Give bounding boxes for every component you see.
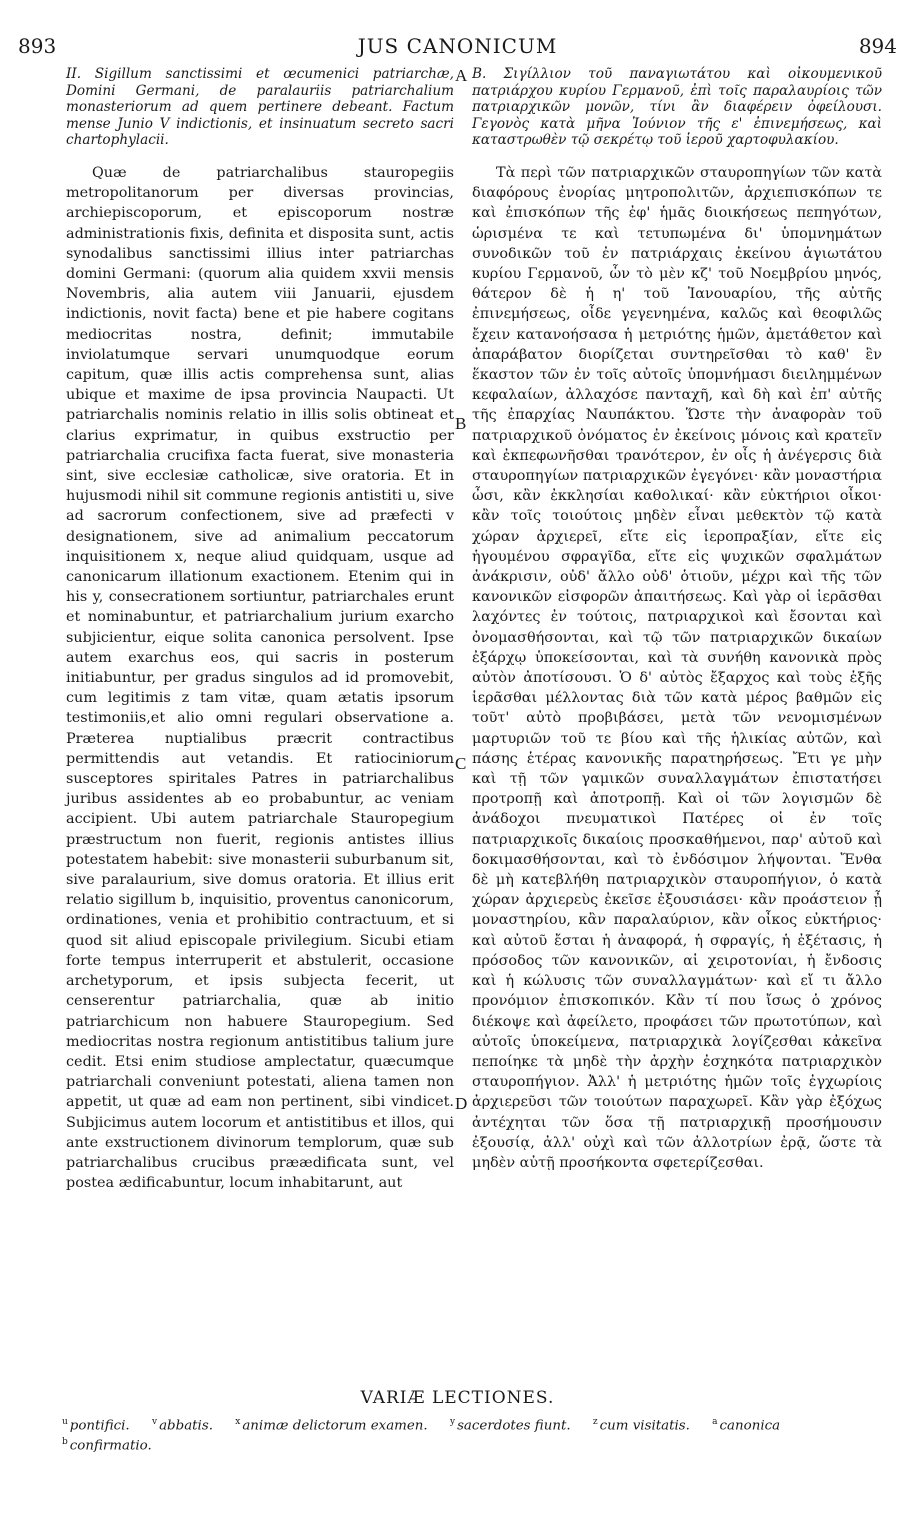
note-v: [152, 1414, 213, 1434]
running-title: JUS CANONICUM: [357, 34, 558, 58]
note-mark: a: [712, 1417, 718, 1427]
note-text: cum visitatis.: [599, 1418, 690, 1434]
greek-body: Τὰ περὶ τῶν πατριαρχικῶν σταυροπηγίων τῶν κατὰ διαφόρους ἐνορίας μητροπολιτῶν, ἀρχιεπισκόπων τε καὶ ἐπισκόπων τῆς ἐφ' ἡμᾶς διοικήσεως πεπηγότων, ὡρισμένα τε καὶ τετυπωμένα δι' ὑπομνημάτων συνοδικῶν τοῦ ἐν πατριάρχαις ἐκείνου ἁγιωτάτου κυρίου Γερμανοῦ, ὧν τὸ μὲν κζ' τοῦ Νοεμβρίου μηνός, θάτερον δὲ ἡ η' τοῦ Ἰανουαρίου, τῆς αὐτῆς ἐπινεμήσεως, οἶδε γεγενημένα, καλῶς καὶ θεοφιλῶς ἔχειν κατανοήσασα ἡ μετριότης ἡμῶν, ἀμετάθετον καὶ ἀπαράβατον διορίζεται συντηρεῖσθαι τὸ καθ' ἓν ἕκαστον τῶν ἐν τοῖς αὐτοῖς ὑπομνήμασι διειλημμένων κεφαλαίων, ἀλλαχόσε πανταχῆ, καὶ δὴ καὶ ἐπ' αὐτῆς τῆς ἐπαρχίας Ναυπάκτου. Ὥστε τὴν ἀναφορὰν τοῦ πατριαρχικοῦ ὀνόματος ἐν ἐκείνοις μόνοις καὶ κρατεῖν καὶ ἐκπεφωνῆσθαι τρανότερον, ἐν οἷς ἡ ἀνέγερσις διὰ σταυροπηγίων πατριαρχικῶν ἐγεγόνει· κἂν μοναστήρια ὦσι, κἂν ἐκκλησίαι καθολικαί· κἂν εὐκτήριοι οἶκοι· κἂν τοῖς τοιούτοις μηδὲν εἶναι μεθεκτὸν τῷ κατὰ χώραν ἀρχιερεῖ, εἴτε εἰς ἱεροπραξίαν, εἴτε εἰς ἡγουμένου σφραγῖδα, εἴτε εἰς ψυχικῶν σφαλμάτων ἀνάκρισιν, οὐδ' ἄλλο οὐδ' ὁτιοῦν, μέχρι καὶ τῆς τῶν κανονικῶν εἰσφορῶν ἀπαιτήσεως. Καὶ γὰρ οἱ ἱερᾶσθαι λαχόντες ἐν τούτοις, πατριαρχικοὶ καὶ ἔσονται καὶ ὀνομασθήσονται, καὶ τῷ τῶν πατριαρχικῶν δικαίων ἐξάρχῳ ὑποκείσονται, καὶ τὰ συνήθη κανονικὰ πρὸς αὐτὸν ἀποτίσουσι. Ὁ δ' αὐτὸς ἔξαρχος καὶ τοὺς ἑξῆς ἱερᾶσθαι μέλλοντας διὰ τῶν κατὰ μέρος βαθμῶν εἰς τοῦτ' αὐτὸ προβιβάσει, μετὰ τῶν νενομισμένων μαρτυριῶν τοῦ τε βίου καὶ τῆς ἡλικίας αὐτῶν, καὶ πάσης ἑτέρας κανονικῆς παρατηρήσεως. Ἔτι γε μὴν καὶ τῇ τῶν γαμικῶν συναλλαγμάτων ἐπιστατήσει προτροπῇ καὶ ἀποτροπῇ. Καὶ οἱ τῶν λογισμῶν δὲ ἀνάδοχοι πνευματικοὶ Πατέρες οἱ ἐν τοῖς πατριαρχικοῖς δικαίοις προσκαθήμενοι, παρ' αὐτοῦ καὶ δοκιμασθήσονται, καὶ τὸ ἐνδόσιμον λήψονται. Ἔνθα δὲ μὴ κατεβλήθη πατριαρχικὸν σταυροπήγιον, ὁ κατὰ χώραν ἀρχιερεὺς ἐκεῖσε ἐξουσιάσει· κἂν προάστειον ᾖ μοναστηρίου, κἂν παραλαύριον, κἂν οἶκος εὐκτήριος· καὶ αὐτοῦ ἔσται ἡ ἀναφορά, ἡ σφραγίς, ἡ ἐξέτασις, ἡ πρόσοδος τῶν κανονικῶν, αἱ χειροτονίαι, ἡ ἔνδοσις καὶ ἡ κώλυσις τῶν συναλλαγμάτων· καὶ εἴ τι ἄλλο προνόμιον ἐπισκοπικόν. Κἂν τί που ἴσως ὁ χρόνος διέκοψε καὶ ἀφείλετο, προφάσει τῶν πρωτοτύπων, καὶ αὐτοῖς ὑποκείμενα, πατριαρχικὰ λογίζεσθαι κἀκεῖνα πεποίηκε τὰ μηδὲ τὴν ἀρχὴν ἐσχηκότα πατριαρχικὸν σταυροπήγιον. Ἀλλ' ἡ μετριότης ἡμῶν τοῖς ἐγχωρίοις ἀρχιερεῦσι τῶν τοιούτων παραχωρεῖ. Κἂν γὰρ ἐξόχως ἀντέχηται τῶν ὅσα τῇ πατριαρχικῇ προσήμουσιν ἐξουσίᾳ, ἀλλ' οὐχὶ καὶ τῶν ἀλλοτρίων ἐρᾷ, ὥστε τὰ μηδὲν αὐτῇ προσήκοντα σφετερίζεσθαι.: [472, 164, 882, 1171]
note-text: confirmatio.: [69, 1438, 152, 1454]
note-mark: b: [62, 1437, 68, 1448]
latin-column: [66, 66, 454, 1193]
note-mark: u: [62, 1417, 68, 1427]
margin-marker-a: A: [455, 66, 468, 85]
greek-title: Β. Σιγίλλιον τοῦ παναγιωτάτου καὶ οἰκουμενικοῦ πατριάρχου κυρίου Γερμανοῦ, ἐπὶ τοῖς παραλαυρίοις τῶν πατριαρχικῶν μονῶν, τίνι ἂν διαφέρειν ὀφείλουσι. Γεγονὸς κατὰ μῆνα Ἰούνιον τῆς ε' ἐπινεμήσεως, καὶ καταστρωθὲν τῷ σεκρέτῳ τοῦ ἱεροῦ χαρτοφυλακίου.: [472, 66, 882, 149]
note-text: animæ delictorum examen.: [242, 1418, 428, 1434]
note-y: [450, 1414, 571, 1434]
latin-body: Quæ de patriarchalibus stauropegiis metropolitanorum per diversas provincias, archiepiscoporum, et episcoporum nostræ administrationis fixis, definita et disposita sunt, actis synodalibus sanctissimi illius inter patriarchas domini Germani: (quorum alia quidem xxvii mensis Novembris, alia autem viii Januarii, ejusdem indictionis, novit facta) bene et pie habere cogitans mediocritas nostra, definit; immutabile inviolatumque servari unumquodque eorum capitum, quæ illis actis comprehensa sunt, alias ubique et maxime de ipsa provincia Naupacti. Ut patriarchalis nominis relatio in illis solis obtineat et clarius exprimatur, in quibus exstructio per patriarchalia crucifixa facta fuerat, sive monasteria sint, sive ecclesiæ catholicæ, sive oratoria. Et in hujusmodi nihil sit commune regionis antistiti u, sive ad sacrorum confectionem, sive ad præfecti v designationem, sive ad animalium peccatorum inquisitionem x, neque aliud quidquam, usque ad canonicarum illationum exactionem. Etenim qui in his y, consecrationem sortiuntur, patriarchales erunt et nominabuntur, et patriarchalium jurium exarcho subjicientur, eique solita canonica persolvent. Ipse autem exarchus eos, qui sacris in posterum initiabuntur, per gradus singulos ad id promovebit, cum legitimis z tam vitæ, quam ætatis ipsorum testimoniis,et alio omni regulari observatione a. Præterea nuptialibus præcrit contractibus permittendis aut vetandis. Et ratiociniorum susceptores spiritales Patres in patriarchalibus juribus assidentes ab eo probabuntur, ac veniam accipient. Ubi autem patriarchale Stauropegium præstructum non fuerit, regionis antistes illius potestatem habebit: sive monasterii suburbanum sit, sive paralaurium, sive domus oratoria. Et illius erit relatio sigillum b, inquisitio, proventus canonicorum, ordinationes, venia et prohibitio contractuum, et si quod sit aliud episcopale privilegium. Sicubi etiam forte tempus interruperit et abstulerit, occasione archetyporum, et ipsis subjecta fecerit, ut censerentur patriarchalia, quæ ab initio patriarchicum non habuere Stauropegium. Sed mediocritas nostra regionum antistitibus talium jure cedit. Etsi enim studiose amplectatur, quæcumque patriarchali conveniunt potestati, aliena tamen non appetit, ut quæ ad eam non pertinent, sibi vindicet. Subjicimus autem locorum et antistitibus et illos, qui ante exstructionem divinorum templorum, quæ sub patriarchalibus crucibus præædificata sunt, vel postea ædificabuntur, locum inhabitarunt, aut: [66, 164, 454, 1192]
note-text: abbatis.: [159, 1418, 213, 1434]
margin-marker-d: D: [455, 1094, 468, 1113]
latin-title: II. Sigillum sanctissimi et œcumenici patriarchæ, Domini Germani, de paralauriis patriarchalium monasteriorum ad quem pertinere debeant. Factum mense Junio V indictionis, et insinuatum secreto sacri chartophylacii.: [66, 66, 454, 149]
note-z: [593, 1414, 690, 1434]
note-mark: x: [235, 1417, 241, 1427]
note-b: [62, 1434, 152, 1454]
margin-marker-b: B: [455, 414, 467, 433]
note-mark: z: [592, 1417, 598, 1427]
note-mark: v: [151, 1417, 158, 1427]
variae-lectiones-heading: VARIÆ LECTIONES.: [360, 1388, 555, 1408]
greek-column: [472, 66, 882, 1173]
variae-notes: [62, 1414, 885, 1455]
note-text: canonica: [719, 1418, 781, 1434]
note-text: pontifici.: [69, 1418, 130, 1434]
note-u: [62, 1414, 130, 1434]
note-a: [712, 1414, 780, 1434]
page-number-right: 894: [858, 34, 897, 58]
note-x: [235, 1414, 427, 1434]
page-number-left: 893: [18, 34, 57, 58]
page-header: [18, 34, 897, 60]
note-text: sacerdotes fiunt.: [457, 1418, 571, 1434]
note-mark: y: [449, 1417, 456, 1427]
margin-marker-c: C: [455, 754, 467, 773]
